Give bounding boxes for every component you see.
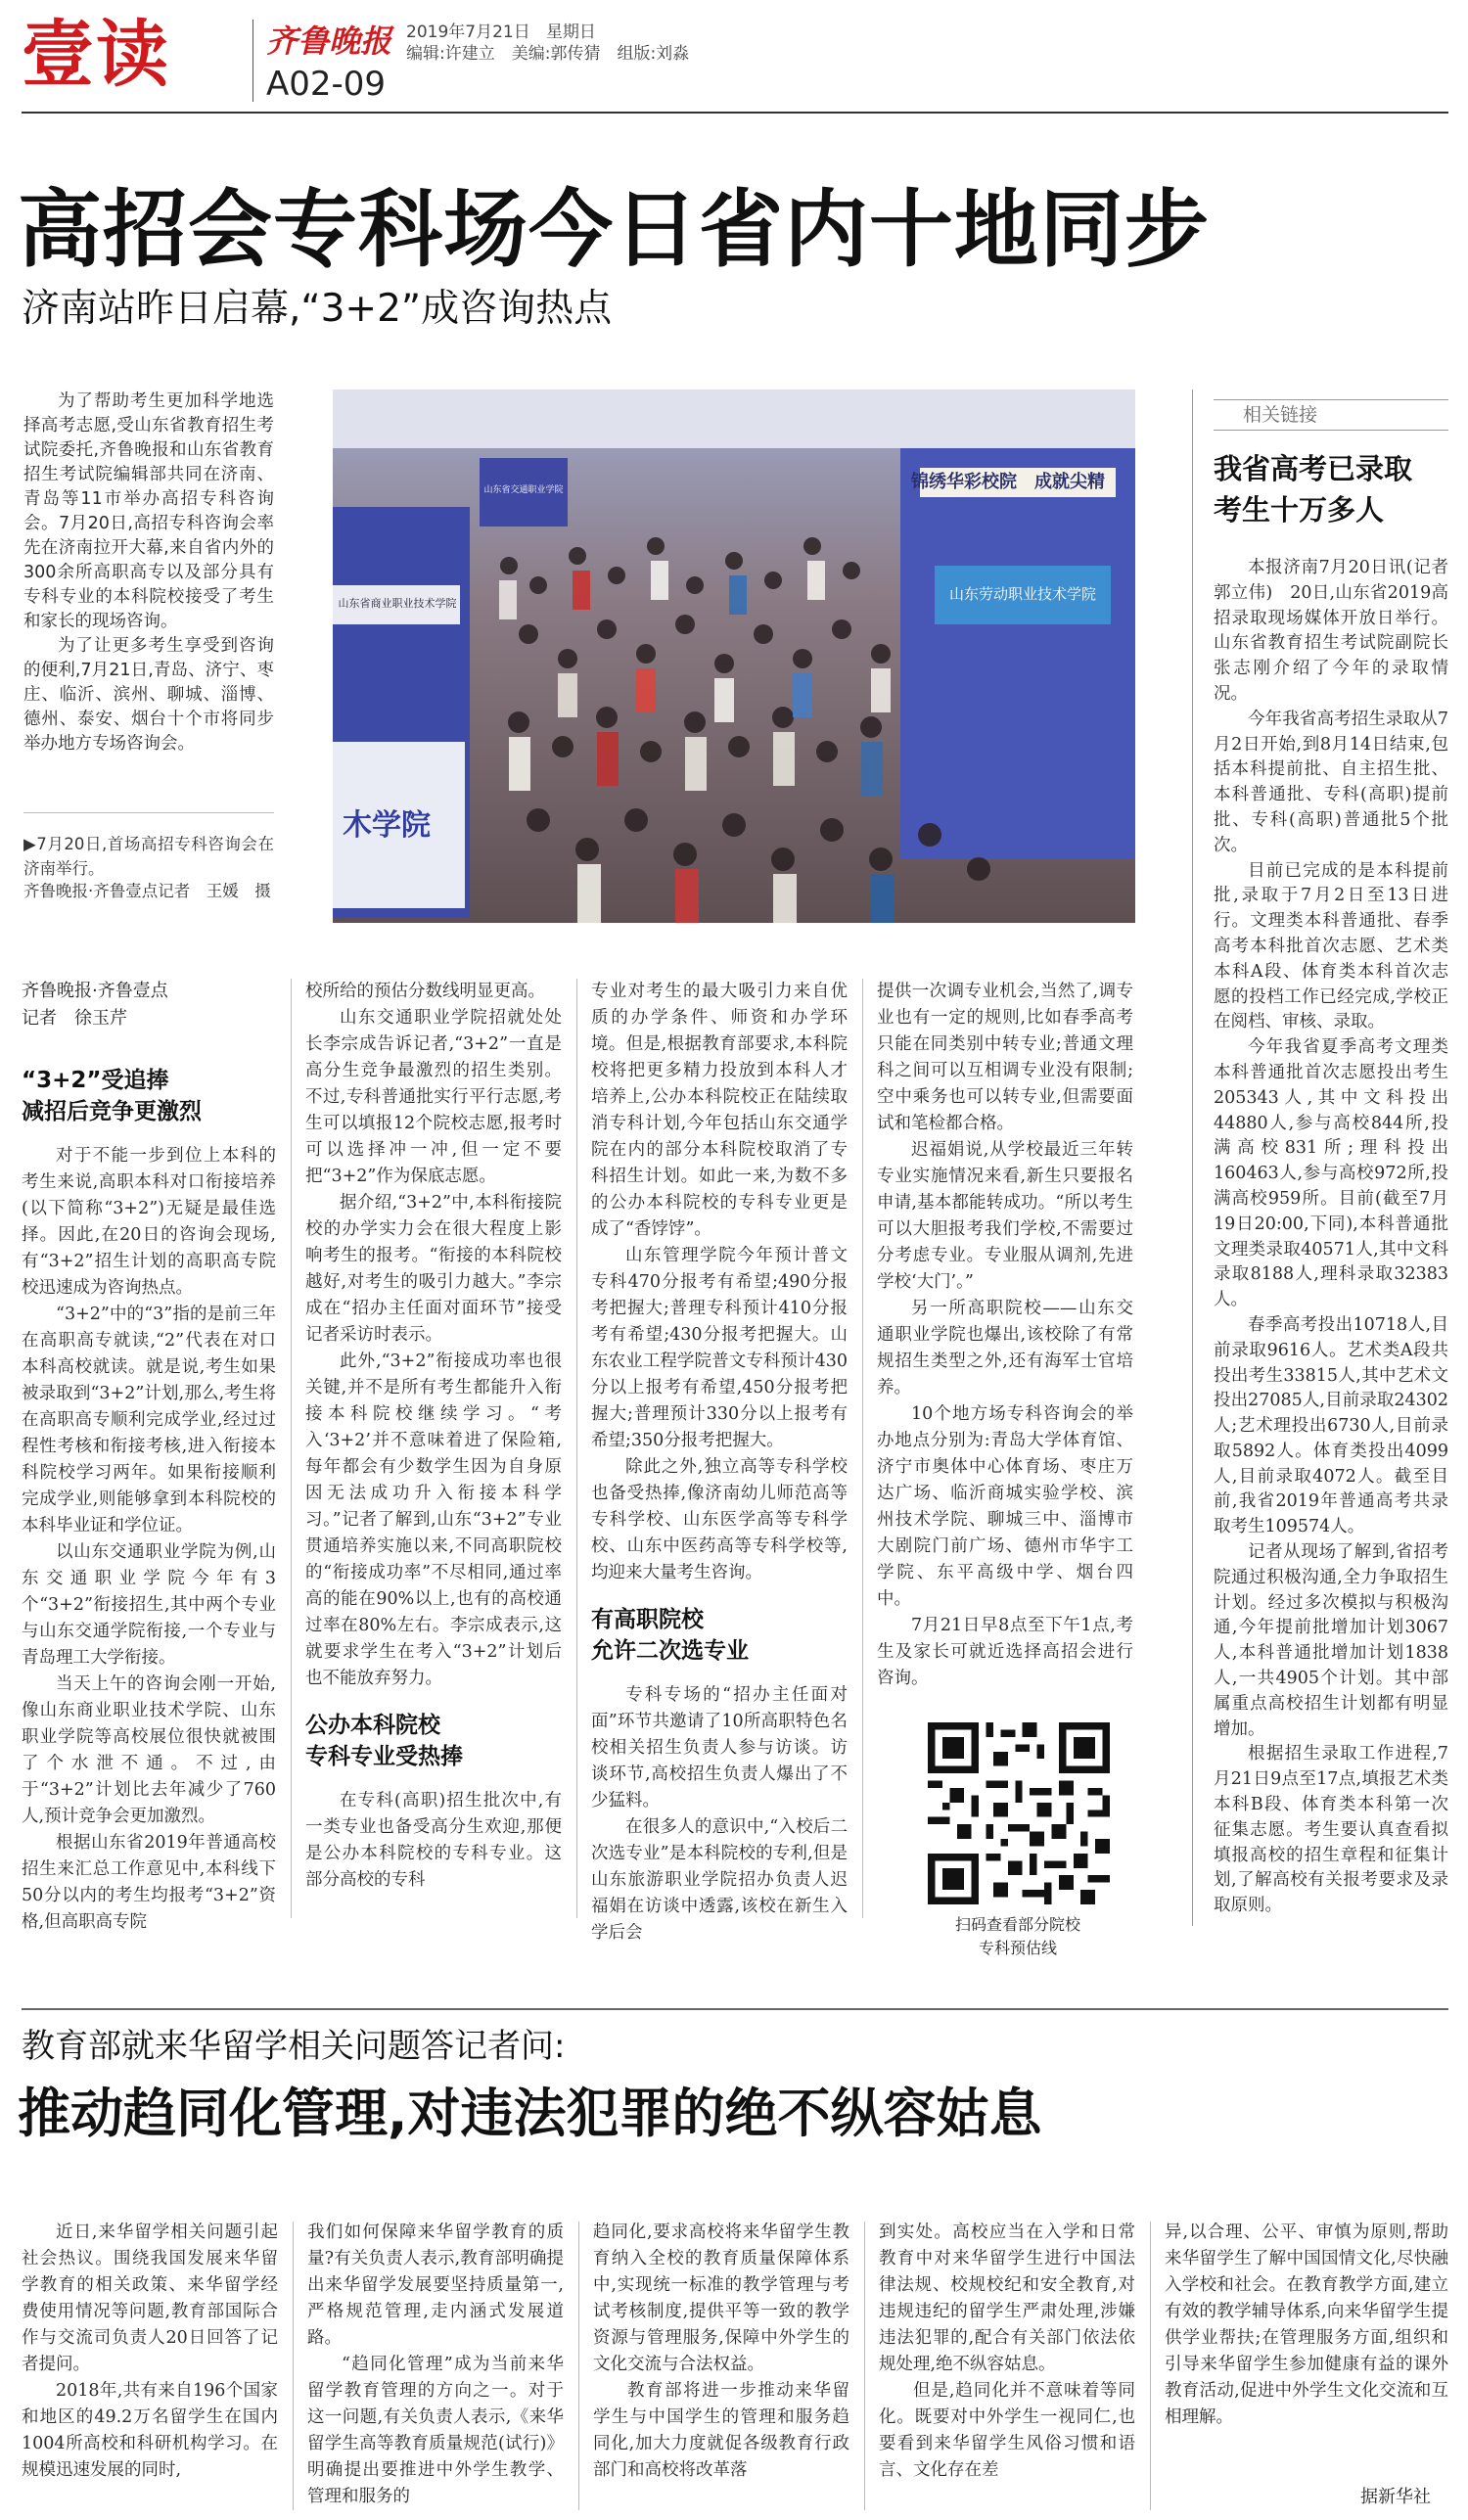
body-paragraph: 在专科(高职)招生批次中,有一类专业也备受高分生欢迎,那便是公办本科院校的专科专业。这部分高校的专科	[305, 1791, 562, 1890]
body-paragraph: 山东交通职业学院招就处处长李宗成告诉记者,“3+2”一直是高分生竞争最激烈的招生类别。不过,专科普通批实行平行志愿,考生可以填报12个院校志愿,报考时可以选择冲一冲,但一定不要把“3+2”作为保底志愿。	[305, 1008, 562, 1186]
body-paragraph: 另一所高职院校——山东交通职业学院也爆出,该校除了有常规招生类型之外,还有海军士官培养。	[877, 1299, 1133, 1397]
body-paragraph: 以山东交通职业学院为例,山东交通职业学院今年有3个“3+2”衔接招生,其中两个专业与山东交通学院衔接,一个专业与青岛理工大学衔接。	[22, 1542, 276, 1668]
body-paragraph: 但是,趋同化并不意味着等同化。既要对中外学生一视同仁,也要看到来华留学生风俗习惯和语言、文化存在差	[879, 2381, 1135, 2480]
column-rule	[293, 2222, 294, 2510]
sidebar-paragraph: 根据招生录取工作进程,7月21日9点至17点,填报艺术类本科B段、体育类本科第一次征集志愿。考生要认真查看拟填报高校的招生章程和征集计划,了解高校有关报考要求及录取原则。	[1214, 1744, 1448, 1916]
body-paragraph: 专科专场的“招办主任面对面”环节共邀请了10所高职特色名校相关招生负责人参与访谈。访谈环节,高校招生负责人爆出了不少猛料。	[591, 1685, 848, 1810]
column-rule	[576, 979, 577, 1918]
qr-code[interactable]	[928, 1722, 1110, 1904]
fair-photo	[333, 389, 1135, 923]
body-paragraph: 根据山东省2019年普通高校招生来汇总工作意见中,本科线下50分以内的考生均报考“3+2”资格,但高职高专院	[22, 1833, 276, 1932]
sidebar-divider	[1192, 389, 1193, 1926]
photo-banner-school: 山东劳动职业技术学院	[948, 585, 1096, 603]
body-paragraph: 此外,“3+2”衔接成功率也很关键,并不是所有考生都能升入衔接本科院校继续学习。“考入‘3+2’并不意味着进了保险箱,每年都会有少数学生因为自身原因无法成功升入衔接本科学习。”记者了解到,山东“3+2”专业贯通培养实施以来,不同高职院校的“衔接成功率”不尽相同,通过率高的能在90%以上,也有的高校通过率在80%左右。李宗成表示,这就要求学生在考入“3+2”计划后也不能放弃努力。	[305, 1352, 562, 1688]
section-rule	[22, 2008, 1448, 2010]
byline-org: 齐鲁晚报·齐鲁壹点	[22, 981, 168, 1001]
second-column-5	[1165, 2220, 1448, 2484]
body-paragraph: 对于不能一步到位上本科的考生来说,高职本科对口衔接培养(以下简称“3+2”)无疑是最佳选择。因此,在20日的咨询会现场,有“3+2”招生计划的高职高专院校迅速成为咨询热点。	[22, 1146, 276, 1298]
issue-weekday: 星期日	[545, 23, 596, 42]
column-rule	[1150, 2222, 1151, 2510]
body-paragraph: 当天上午的咨询会刚一开始,像山东商业职业技术学院、山东职业学院等高校展位很快就被围了个水泄不通。不过,由于“3+2”计划比去年减少了760人,预计竞争会更加激烈。	[22, 1674, 276, 1826]
lead-headline: 高招会专科场今日省内十地同步	[18, 181, 1210, 279]
subhead-second-choice: 有高职院校 允许二次选专业	[591, 1607, 749, 1664]
body-paragraph: 山东管理学院今年预计普文专科470分报考有希望;490分报考把握大;普理专科预计410分报考有希望;430分报考把握大。山东农业工程学院普文专科预计430分以上报考有希望,450分报考把握大;普理预计330分以上报考有希望;350分报考把握大。	[591, 1246, 848, 1450]
sidebar-headline: 我省高考已录取 考生十万多人	[1214, 452, 1413, 527]
lead-column-1	[22, 1055, 276, 1932]
subhead-public-colleges: 公办本科院校 专科专业受热捧	[305, 1713, 463, 1769]
lead-column-4	[877, 979, 1133, 1708]
masthead-divider	[252, 20, 253, 102]
body-paragraph: 教育部将进一步推动来华留学生与中国学生的管理和服务趋同化,加大力度就促各级教育行政部门和高校将改革落	[593, 2381, 849, 2480]
body-paragraph: “3+2”中的“3”指的是前三年在高职高专就读,“2”代表在对口本科高校就读。就是说,考生如果被录取到“3+2”计划,那么,考生将在高职高专顺利完成学业,经过过程性考核和衔接考核,进入衔接本科院校学习两年。如果衔接顺利完成学业,则能够拿到本科院校的本科毕业证和学位证。	[22, 1305, 276, 1535]
sidebar-paragraph: 今年我省夏季高考文理类本科普通批首次志愿投出考生205343人,其中文科投出44880人,参与高校844所,投满高校831所;理科投出160463人,参与高校972所,投满高校959所。目前(截至7月19日20:00,下同),本科普通批文理类录取40571人,其中文科录取8188人,理科录取32383人。	[1214, 1037, 1448, 1310]
body-paragraph: 校所给的预估分数线明显更高。	[305, 982, 545, 1001]
body-paragraph: 7月21日早8点至下午1点,考生及家长可就近选择高招会进行咨询。	[877, 1616, 1133, 1688]
column-rule	[578, 2222, 579, 2510]
sidebar-paragraph: 目前已完成的是本科提前批,录取于7月2日至13日进行。文理类本科普通批、春季高考本科批首次志愿、艺术类本科A段、体育类本科首次志愿的投档工作已经完成,学校正在阅档、审核、录取。	[1214, 860, 1448, 1032]
second-column-3	[593, 2220, 849, 2513]
qr-caption: 扫码查看部分院校 专科预估线	[954, 1915, 1080, 1957]
issue-date: 2019年7月21日	[406, 23, 530, 42]
masthead-rule	[22, 112, 1448, 114]
body-paragraph: 据介绍,“3+2”中,本科衔接院校的办学实力会在很大程度上影响考生的报考。“衔接的本科院校越好,对考生的吸引力越大。”李宗成在“招办主任面对面环节”接受记者采访时表示。	[305, 1193, 562, 1345]
photo-caption: ▶7月20日,首场高招专科咨询会在济南举行。	[23, 835, 274, 878]
body-paragraph: 趋同化,要求高校将来华留学生教育纳入全校的教育质量保障体系中,实现统一标准的教学管理与考试考核制度,提供平等一致的教学资源与管理服务,保障中外学生的文化交流与合法权益。	[593, 2222, 849, 2374]
section-title: 壹读	[22, 13, 170, 97]
intro-paragraph: 为了帮助考生更加科学地选择高考志愿,受山东省教育招生考试院委托,齐鲁晚报和山东省教育招生考试院编辑部共同在济南、青岛等11市举办高招专科咨询会。7月20日,高招专科咨询会率先在济南拉开大幕,来自省内外的300余所高职高专以及部分具有专科专业的本科院校接受了考生和家长的现场咨询。	[23, 391, 274, 631]
intro-paragraph: 为了让更多考生享受到咨询的便利,7月21日,青岛、济宁、枣庄、临沂、滨州、聊城、淄博、德州、泰安、烟台十个市将同步举办地方专场咨询会。	[23, 636, 274, 754]
body-paragraph: 2018年,共有来自196个国家和地区的49.2万名留学生在国内1004所高校和科研机构学习。在规模迅速发展的同时,	[22, 2381, 278, 2480]
intro-rule	[23, 812, 274, 813]
column-rule	[864, 2222, 865, 2510]
photo-sign-bottom: 木学院	[343, 808, 431, 843]
body-paragraph: 异,以合理、公平、审慎为原则,帮助来华留学生了解中国国情文化,尽快融入学校和社会。在教育教学方面,建立有效的教学辅导体系,向来华留学生提供学业帮扶;在管理服务方面,组织和引导来华留学生参加健康有益的课外教育活动,促进中外学生文化交流和互相理解。	[1165, 2222, 1448, 2427]
photo-credit: 齐鲁晚报·齐鲁壹点记者 王媛 摄	[23, 882, 271, 900]
sidebar-body	[1214, 556, 1466, 1916]
second-column-1	[22, 2220, 278, 2513]
second-kicker: 教育部就来华留学相关问题答记者问:	[22, 2027, 566, 2066]
second-headline: 推动趋同化管理,对违法犯罪的绝不纵容姑息	[18, 2083, 1042, 2144]
sidebar-tag-label: 相关链接	[1243, 404, 1318, 426]
body-paragraph: 我们如何保障来华留学教育的质量?有关负责人表示,教育部明确提出来华留学发展要坚持质量第一,严格规范管理,走内涵式发展道路。	[307, 2222, 564, 2348]
sidebar-paragraph: 春季高考投出10718人,目前录取9616人。艺术类A段共投出考生33815人,其中艺术文投出27085人,目前录取24302人;艺术理投出6730人,目前录取5892人。体育类投出4099人,目前录取4072人。截至目前,我省2019年普通高考共录取考生109574人。	[1214, 1314, 1448, 1537]
column-rule	[862, 979, 863, 1918]
editor-credits: 编辑:许建立 美编:郭传猜 组版:刘淼	[406, 44, 690, 64]
body-paragraph: 除此之外,独立高等专科学校也备受热捧,像济南幼儿师范高等专科学校、山东医学高等专科学校、山东中医药高等专科学校等,均迎来大量考生咨询。	[591, 1457, 848, 1582]
body-paragraph: 提供一次调专业机会,当然了,调专业也有一定的规则,比如春季高考只能在同类别中转专业;普通文理科之间可以互相调专业没有限制;空中乘务也可以转专业,但需要面试和笔检都合格。	[877, 982, 1133, 1133]
body-paragraph: 专业对考生的最大吸引力来自优质的办学条件、师资和办学环境。但是,根据教育部要求,本科院校将把更多精力投放到本科人才培养上,公办本科院校正在陆续取消专科计划,今年包括山东交通学院在内的部分本科院校取消了专科招生计划。如此一来,为数不多的公办本科院校的专科专业更是成了“香饽饽”。	[591, 982, 848, 1239]
sidebar-paragraph: 本报济南7月20日讯(记者 郭立伟) 20日,山东省2019高招录取现场媒体开放日举行。山东省教育招生考试院副院长张志刚介绍了今年的录取情况。	[1214, 558, 1466, 704]
sidebar-tag	[1214, 399, 1448, 431]
body-paragraph: “趋同化管理”成为当前来华留学教育管理的方向之一。对于这一问题,有关负责人表示,《来华留学生高等教育质量规范(试行)》明确提出要推进中外学生教学、管理和服务的	[307, 2355, 564, 2506]
lead-subheadline: 济南站昨日启幕,“3+2”成咨询热点	[22, 287, 613, 331]
second-credit: 据新华社	[1360, 2487, 1431, 2507]
lead-column-2	[305, 979, 562, 1916]
photo-banner-top: 锦绣华彩校院 成就尖精	[911, 472, 1105, 492]
lead-column-3	[591, 979, 848, 1943]
second-column-4	[879, 2220, 1135, 2513]
subhead-3plus2: “3+2”受追捧 减招后竞争更激烈	[22, 1068, 202, 1124]
photo-sign-back: 山东省交通职业学院	[483, 485, 564, 495]
body-paragraph: 到实处。高校应当在入学和日常教育中对来华留学生进行中国法律法规、校规校纪和安全教育,对违规违纪的留学生严肃处理,涉嫌违法犯罪的,配合有关部门依法依规处理,绝不纵容姑息。	[879, 2222, 1135, 2374]
lead-intro	[23, 389, 274, 898]
column-rule	[291, 979, 292, 1918]
sidebar-paragraph: 今年我省高考招生录取从7月2日开始,到8月14日结束,包括本科提前批、自主招生批、本科普通批、专科(高职)提前批、专科(高职)普通批5个批次。	[1214, 709, 1448, 855]
body-paragraph: 迟福娟说,从学校最近三年转专业实施情况来看,新生只要报名申请,基本都能转成功。“所以考生可以大胆报考我们学校,不需要过分考虑专业。专业服从调剂,先进学校‘大门’。”	[877, 1140, 1133, 1292]
body-paragraph: 在很多人的意识中,“入校后二次选专业”是本科院校的专利,但是山东旅游职业学院招办负责人迟福娟在访谈中透露,该校在新生入学后会	[591, 1817, 848, 1943]
byline-reporter: 记者 徐玉芹	[22, 1008, 127, 1029]
body-paragraph: 10个地方场专科咨询会的举办地点分别为:青岛大学体育馆、济宁市奥体中心体育场、枣庄万达广场、临沂商城实验学校、滨州技术学院、聊城三中、淄博市大剧院门前广场、德州市华宇工学院、东平高级中学、烟台四中。	[877, 1404, 1133, 1609]
photo-sign-left: 山东省商业职业技术学院	[338, 597, 457, 610]
qr-code-icon	[928, 1722, 1110, 1904]
body-paragraph: 近日,来华留学相关问题引起社会热议。围绕我国发展来华留学教育的相关政策、来华留学经费使用情况等问题,教育部国际合作与交流司负责人20日回答了记者提问。	[22, 2222, 278, 2374]
issue-date-line	[406, 22, 596, 43]
paper-logo: 齐鲁晚报	[266, 23, 392, 60]
second-column-2	[307, 2220, 564, 2513]
sidebar-paragraph: 记者从现场了解到,省招考院通过积极沟通,全力争取招生计划。经过多次模拟与积极沟通,今年提前批增加计划3067人,本科普通批增加计划1838人,一共4905个计划。其中部属重点高校招生计划都有明显增加。	[1214, 1542, 1448, 1739]
page-number: A02-09	[266, 65, 387, 104]
